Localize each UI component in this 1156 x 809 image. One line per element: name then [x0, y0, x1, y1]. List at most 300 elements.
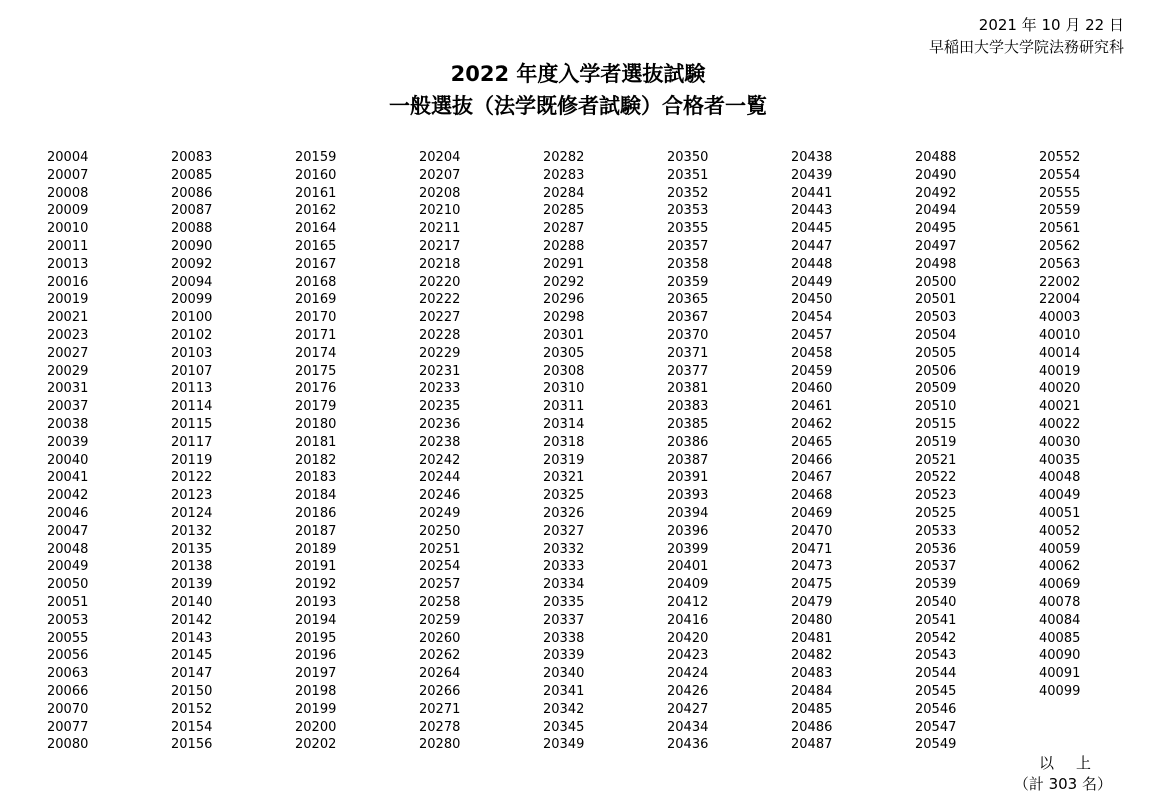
applicant-number: 20220 — [419, 274, 461, 290]
applicant-number: 20559 — [1039, 203, 1081, 219]
applicant-number: 20488 — [915, 150, 957, 165]
applicant-number: 20168 — [295, 274, 337, 290]
applicant-number: 20218 — [419, 256, 461, 272]
applicant-number: 20154 — [171, 719, 213, 735]
applicant-number: 20426 — [667, 683, 709, 699]
applicant-number: 20152 — [171, 701, 213, 717]
applicant-number: 20159 — [295, 150, 337, 165]
applicant-number: 20305 — [543, 345, 585, 361]
applicant-number: 40091 — [1039, 666, 1081, 682]
applicant-number: 20447 — [791, 238, 833, 254]
applicant-number: 20383 — [667, 399, 709, 415]
applicant-number: 20487 — [791, 737, 833, 753]
applicant-number: 20156 — [171, 737, 213, 753]
applicant-number: 20345 — [543, 719, 585, 735]
number-column — [543, 149, 667, 754]
applicant-number: 20523 — [915, 488, 957, 504]
applicant-number: 20326 — [543, 505, 585, 521]
applicant-number: 20056 — [47, 648, 89, 664]
applicant-number: 20292 — [543, 274, 585, 290]
applicant-number: 20381 — [667, 381, 709, 397]
applicant-number: 20183 — [295, 470, 337, 486]
applicant-number: 20338 — [543, 630, 585, 646]
applicant-number: 20401 — [667, 559, 709, 575]
applicant-number: 20181 — [295, 434, 337, 450]
applicant-number: 20332 — [543, 541, 585, 557]
applicant-number: 20184 — [295, 488, 337, 504]
applicant-number: 20099 — [171, 292, 213, 308]
applicant-number: 20189 — [295, 541, 337, 557]
applicant-number: 20515 — [915, 416, 957, 432]
number-column — [419, 149, 543, 754]
applicant-number: 40010 — [1039, 327, 1081, 343]
applicant-number: 20486 — [791, 719, 833, 735]
applicant-number: 20350 — [667, 150, 709, 165]
applicant-number: 20231 — [419, 363, 461, 379]
applicant-number: 20233 — [419, 381, 461, 397]
applicant-number: 20280 — [419, 737, 461, 753]
applicant-number: 20210 — [419, 203, 461, 219]
applicant-number: 20448 — [791, 256, 833, 272]
applicant-number: 20497 — [915, 238, 957, 254]
applicant-number: 20039 — [47, 434, 89, 450]
applicant-number: 20047 — [47, 523, 89, 539]
applicant-number: 20145 — [171, 648, 213, 664]
applicant-number: 40003 — [1039, 310, 1081, 326]
applicant-number: 20439 — [791, 167, 833, 183]
applicant-number: 20167 — [295, 256, 337, 272]
applicant-number: 20318 — [543, 434, 585, 450]
applicant-number: 20473 — [791, 559, 833, 575]
applicant-number: 20050 — [47, 577, 89, 593]
applicant-number: 40078 — [1039, 594, 1081, 610]
applicant-number: 20479 — [791, 594, 833, 610]
applicant-number: 20563 — [1039, 256, 1081, 272]
applicant-number: 20291 — [543, 256, 585, 272]
applicant-number: 20461 — [791, 399, 833, 415]
applicant-number: 20482 — [791, 648, 833, 664]
applicant-number: 20100 — [171, 310, 213, 326]
applicant-number: 20011 — [47, 238, 89, 254]
applicant-number: 20008 — [47, 185, 89, 201]
applicant-number: 20467 — [791, 470, 833, 486]
applicant-number: 20193 — [295, 594, 337, 610]
applicant-number: 20197 — [295, 666, 337, 682]
applicant-number: 40069 — [1039, 577, 1081, 593]
applicant-number: 20457 — [791, 327, 833, 343]
applicant-number: 20202 — [295, 737, 337, 753]
applicant-number: 20449 — [791, 274, 833, 290]
applicant-number: 20080 — [47, 737, 89, 753]
applicant-number: 40019 — [1039, 363, 1081, 379]
applicant-number: 20351 — [667, 167, 709, 183]
applicant-number: 20208 — [419, 185, 461, 201]
applicant-number: 20459 — [791, 363, 833, 379]
applicant-number: 20119 — [171, 452, 213, 468]
applicant-number: 20283 — [543, 167, 585, 183]
applicant-number: 20506 — [915, 363, 957, 379]
applicant-number: 20546 — [915, 701, 957, 717]
applicant-number: 20258 — [419, 594, 461, 610]
applicant-number: 20194 — [295, 612, 337, 628]
applicant-number: 20466 — [791, 452, 833, 468]
applicant-number: 20555 — [1039, 185, 1081, 201]
applicant-number: 20321 — [543, 470, 585, 486]
applicant-number: 20222 — [419, 292, 461, 308]
applicant-number: 20254 — [419, 559, 461, 575]
document-subtitle: 一般選抜（法学既修者試験）合格者一覧 — [389, 94, 767, 118]
applicant-number: 40085 — [1039, 630, 1081, 646]
applicant-number: 20386 — [667, 434, 709, 450]
applicant-number: 20278 — [419, 719, 461, 735]
applicant-number: 20501 — [915, 292, 957, 308]
applicant-number: 20147 — [171, 666, 213, 682]
number-column — [915, 149, 1039, 754]
applicant-number: 20427 — [667, 701, 709, 717]
applicant-number: 20083 — [171, 150, 213, 165]
applicant-number: 20337 — [543, 612, 585, 628]
number-column — [171, 149, 295, 754]
applicant-number: 20199 — [295, 701, 337, 717]
applicant-number: 20250 — [419, 523, 461, 539]
applicant-number: 20271 — [419, 701, 461, 717]
applicant-number: 40035 — [1039, 452, 1081, 468]
applicant-number: 20554 — [1039, 167, 1081, 183]
applicant-number: 20353 — [667, 203, 709, 219]
applicant-number: 20298 — [543, 310, 585, 326]
applicant-number: 20192 — [295, 577, 337, 593]
applicant-number: 20242 — [419, 452, 461, 468]
applicant-number: 20465 — [791, 434, 833, 450]
applicant-number: 20174 — [295, 345, 337, 361]
applicant-number: 20481 — [791, 630, 833, 646]
applicant-number: 20484 — [791, 683, 833, 699]
applicant-number: 20180 — [295, 416, 337, 432]
applicant-number: 20107 — [171, 363, 213, 379]
applicant-number: 20244 — [419, 470, 461, 486]
applicant-number: 20004 — [47, 150, 89, 165]
applicant-number: 20010 — [47, 221, 89, 237]
applicant-number: 20436 — [667, 737, 709, 753]
applicant-number: 20458 — [791, 345, 833, 361]
applicant-number: 40084 — [1039, 612, 1081, 628]
applicant-number: 20536 — [915, 541, 957, 557]
applicant-number: 20031 — [47, 381, 89, 397]
applicant-number: 20262 — [419, 648, 461, 664]
applicant-number: 20434 — [667, 719, 709, 735]
applicant-number: 40021 — [1039, 399, 1081, 415]
applicant-number: 20469 — [791, 505, 833, 521]
number-column — [295, 149, 419, 754]
applicant-number: 20503 — [915, 310, 957, 326]
applicant-number: 20257 — [419, 577, 461, 593]
applicant-number: 20462 — [791, 416, 833, 432]
applicant-number: 20510 — [915, 399, 957, 415]
applicant-number: 20519 — [915, 434, 957, 450]
applicant-number: 22002 — [1039, 274, 1081, 290]
applicant-number: 20191 — [295, 559, 337, 575]
applicant-number: 20019 — [47, 292, 89, 308]
applicant-number: 20227 — [419, 310, 461, 326]
applicant-number: 20399 — [667, 541, 709, 557]
applicant-number: 20009 — [47, 203, 89, 219]
applicant-number: 20387 — [667, 452, 709, 468]
applicant-number: 20053 — [47, 612, 89, 628]
applicant-number: 20139 — [171, 577, 213, 593]
applicant-number: 20483 — [791, 666, 833, 682]
applicant-number: 20544 — [915, 666, 957, 682]
applicant-number: 20021 — [47, 310, 89, 326]
applicant-number: 20420 — [667, 630, 709, 646]
applicant-number: 20319 — [543, 452, 585, 468]
applicant-number: 20179 — [295, 399, 337, 415]
applicant-number: 20333 — [543, 559, 585, 575]
applicant-number: 20142 — [171, 612, 213, 628]
applicant-number: 20492 — [915, 185, 957, 201]
applicant-number: 20416 — [667, 612, 709, 628]
applicant-number: 20549 — [915, 737, 957, 753]
applicant-number: 20500 — [915, 274, 957, 290]
applicant-number: 20359 — [667, 274, 709, 290]
document-title: 2022 年度入学者選抜試験 — [450, 62, 706, 86]
applicant-number: 20367 — [667, 310, 709, 326]
applicant-number: 20260 — [419, 630, 461, 646]
applicant-number: 20049 — [47, 559, 89, 575]
applicant-number: 20070 — [47, 701, 89, 717]
applicant-number: 20334 — [543, 577, 585, 593]
applicant-number: 20371 — [667, 345, 709, 361]
applicant-number: 20498 — [915, 256, 957, 272]
applicant-number: 20494 — [915, 203, 957, 219]
applicant-number: 20450 — [791, 292, 833, 308]
applicant-number: 40030 — [1039, 434, 1081, 450]
applicant-number: 20055 — [47, 630, 89, 646]
applicant-number: 20562 — [1039, 238, 1081, 254]
applicant-number: 40052 — [1039, 523, 1081, 539]
applicant-number: 20460 — [791, 381, 833, 397]
number-column — [667, 149, 791, 754]
applicant-number: 20051 — [47, 594, 89, 610]
applicant-number: 20259 — [419, 612, 461, 628]
applicant-number: 20037 — [47, 399, 89, 415]
number-column — [791, 149, 915, 754]
applicant-number: 20175 — [295, 363, 337, 379]
applicant-number: 20314 — [543, 416, 585, 432]
applicant-number: 20521 — [915, 452, 957, 468]
applicant-number: 20077 — [47, 719, 89, 735]
applicant-number: 20547 — [915, 719, 957, 735]
applicant-number: 20552 — [1039, 150, 1081, 165]
applicant-number: 20102 — [171, 327, 213, 343]
applicant-number: 20284 — [543, 185, 585, 201]
applicant-number: 20438 — [791, 150, 833, 165]
applicant-number: 20200 — [295, 719, 337, 735]
applicant-number: 20087 — [171, 203, 213, 219]
applicant-number: 20327 — [543, 523, 585, 539]
applicant-number: 20088 — [171, 221, 213, 237]
number-column — [47, 149, 171, 754]
applicant-number: 20143 — [171, 630, 213, 646]
applicant-number: 20150 — [171, 683, 213, 699]
applicant-number: 20160 — [295, 167, 337, 183]
applicant-number: 20135 — [171, 541, 213, 557]
applicant-number: 20310 — [543, 381, 585, 397]
applicant-number: 20236 — [419, 416, 461, 432]
applicant-number: 20123 — [171, 488, 213, 504]
applicant-number: 20357 — [667, 238, 709, 254]
applicant-number: 20358 — [667, 256, 709, 272]
applicant-number: 20182 — [295, 452, 337, 468]
applicant-number: 20207 — [419, 167, 461, 183]
applicant-number: 20198 — [295, 683, 337, 699]
applicant-number: 20542 — [915, 630, 957, 646]
applicant-number: 20094 — [171, 274, 213, 290]
applicant-number: 20187 — [295, 523, 337, 539]
applicant-number: 20007 — [47, 167, 89, 183]
applicant-number: 20029 — [47, 363, 89, 379]
applicant-number: 20282 — [543, 150, 585, 165]
applicant-number: 20229 — [419, 345, 461, 361]
applicant-number: 20266 — [419, 683, 461, 699]
applicant-number: 20545 — [915, 683, 957, 699]
applicant-number: 20027 — [47, 345, 89, 361]
applicant-number: 20423 — [667, 648, 709, 664]
applicant-number: 20296 — [543, 292, 585, 308]
applicant-number: 20475 — [791, 577, 833, 593]
applicant-number: 20342 — [543, 701, 585, 717]
applicant-number: 20340 — [543, 666, 585, 682]
applicant-number: 20264 — [419, 666, 461, 682]
applicant-number: 20042 — [47, 488, 89, 504]
applicant-number: 20085 — [171, 167, 213, 183]
number-column — [1039, 149, 1156, 754]
applicant-number: 20301 — [543, 327, 585, 343]
organization-name: 早稲田大学大学院法務研究科 — [928, 38, 1124, 56]
applicant-number: 20352 — [667, 185, 709, 201]
applicant-number: 20235 — [419, 399, 461, 415]
applicant-number: 20537 — [915, 559, 957, 575]
applicant-number: 20396 — [667, 523, 709, 539]
applicant-number: 20341 — [543, 683, 585, 699]
applicant-number: 40059 — [1039, 541, 1081, 557]
applicant-number: 40049 — [1039, 488, 1081, 504]
applicant-number: 20509 — [915, 381, 957, 397]
applicant-number: 20543 — [915, 648, 957, 664]
applicant-number: 20251 — [419, 541, 461, 557]
applicant-number: 20196 — [295, 648, 337, 664]
applicant-number: 20339 — [543, 648, 585, 664]
applicant-number: 20040 — [47, 452, 89, 468]
applicant-number: 20041 — [47, 470, 89, 486]
applicant-number: 40062 — [1039, 559, 1081, 575]
applicant-number: 20394 — [667, 505, 709, 521]
applicant-number: 20124 — [171, 505, 213, 521]
closing-mark: 以上 — [1038, 754, 1113, 772]
applicant-number: 20249 — [419, 505, 461, 521]
applicant-number: 20238 — [419, 434, 461, 450]
applicant-number: 20228 — [419, 327, 461, 343]
applicant-number: 20311 — [543, 399, 585, 415]
applicant-number: 20504 — [915, 327, 957, 343]
applicant-number: 20424 — [667, 666, 709, 682]
applicant-number: 20561 — [1039, 221, 1081, 237]
applicant-number: 20480 — [791, 612, 833, 628]
applicant-number: 40048 — [1039, 470, 1081, 486]
applicant-number: 20470 — [791, 523, 833, 539]
applicant-number: 20066 — [47, 683, 89, 699]
applicant-number: 20115 — [171, 416, 213, 432]
applicant-number: 20308 — [543, 363, 585, 379]
applicant-number: 20365 — [667, 292, 709, 308]
applicant-number: 20132 — [171, 523, 213, 539]
applicant-number: 20288 — [543, 238, 585, 254]
applicant-number: 40020 — [1039, 381, 1081, 397]
applicant-number: 20471 — [791, 541, 833, 557]
applicant-number: 20540 — [915, 594, 957, 610]
applicant-number: 20023 — [47, 327, 89, 343]
applicant-number: 20164 — [295, 221, 337, 237]
applicant-number: 20385 — [667, 416, 709, 432]
applicant-number: 20539 — [915, 577, 957, 593]
applicant-number: 40051 — [1039, 505, 1081, 521]
applicant-number: 20533 — [915, 523, 957, 539]
applicant-number: 20169 — [295, 292, 337, 308]
applicant-number: 20186 — [295, 505, 337, 521]
applicant-number: 20377 — [667, 363, 709, 379]
applicant-number-grid — [47, 149, 1156, 754]
applicant-number: 20211 — [419, 221, 461, 237]
applicant-number: 20325 — [543, 488, 585, 504]
applicant-number: 20355 — [667, 221, 709, 237]
applicant-number: 20092 — [171, 256, 213, 272]
applicant-number: 20171 — [295, 327, 337, 343]
applicant-number: 20409 — [667, 577, 709, 593]
applicant-number: 20541 — [915, 612, 957, 628]
applicant-number: 20335 — [543, 594, 585, 610]
total-count: （計 303 名） — [1013, 775, 1112, 793]
applicant-number: 20016 — [47, 274, 89, 290]
applicant-number: 20103 — [171, 345, 213, 361]
applicant-number: 20485 — [791, 701, 833, 717]
applicant-number: 20117 — [171, 434, 213, 450]
applicant-number: 40022 — [1039, 416, 1081, 432]
applicant-number: 20468 — [791, 488, 833, 504]
applicant-number: 20349 — [543, 737, 585, 753]
applicant-number: 20217 — [419, 238, 461, 254]
document-date: 2021 年 10 月 22 日 — [978, 16, 1124, 34]
applicant-number: 20195 — [295, 630, 337, 646]
applicant-number: 20445 — [791, 221, 833, 237]
applicant-number: 20114 — [171, 399, 213, 415]
applicant-number: 22004 — [1039, 292, 1081, 308]
applicant-number: 20038 — [47, 416, 89, 432]
applicant-number: 20246 — [419, 488, 461, 504]
applicant-number: 20285 — [543, 203, 585, 219]
applicant-number: 20391 — [667, 470, 709, 486]
applicant-number: 20086 — [171, 185, 213, 201]
applicant-number: 20454 — [791, 310, 833, 326]
applicant-number: 20176 — [295, 381, 337, 397]
applicant-number: 20113 — [171, 381, 213, 397]
applicant-number: 20490 — [915, 167, 957, 183]
applicant-number: 20162 — [295, 203, 337, 219]
applicant-number: 20170 — [295, 310, 337, 326]
applicant-number: 20370 — [667, 327, 709, 343]
applicant-number: 20204 — [419, 150, 461, 165]
applicant-number: 20495 — [915, 221, 957, 237]
applicant-number: 20063 — [47, 666, 89, 682]
applicant-number: 20505 — [915, 345, 957, 361]
